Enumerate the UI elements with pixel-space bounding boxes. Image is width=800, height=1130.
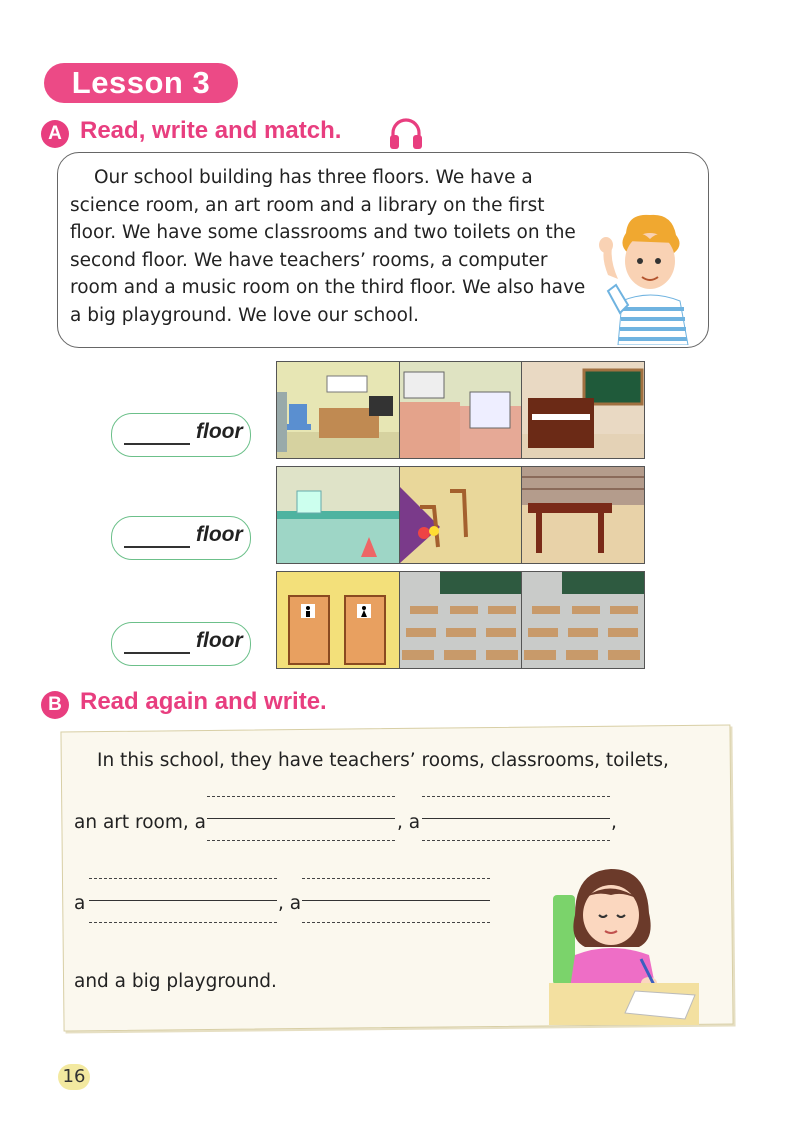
answer-blank-2[interactable] (422, 796, 610, 846)
floor-label: floor (196, 420, 243, 443)
answer-blank-3[interactable] (89, 878, 277, 928)
picture-row-1[interactable] (276, 361, 645, 459)
passage-line: second floor. We have teachers’ rooms, a computer (70, 249, 548, 271)
exercise-line-2-separator: , a (397, 812, 421, 833)
art-room-picture (400, 467, 523, 563)
passage-line: floor. We have some classrooms and two toilets on the (70, 222, 576, 244)
answer-blank-1[interactable] (207, 796, 395, 846)
exercise-comma: , (611, 812, 617, 833)
floor-label: floor (196, 523, 243, 546)
picture-row-3[interactable] (276, 571, 645, 669)
section-a-title: Read, write and match. (80, 117, 342, 144)
section-b-badge: B (41, 691, 69, 719)
floor-answer-pill-3[interactable] (111, 622, 251, 666)
toilet-doors-picture (277, 572, 400, 668)
science-lab-picture (277, 467, 400, 563)
headphones-icon[interactable] (388, 117, 424, 151)
section-b-title: Read again and write. (80, 688, 327, 715)
floor-answer-pill-1[interactable] (111, 413, 251, 457)
exercise-last-line: and a big playground. (74, 971, 277, 992)
floor-label: floor (196, 629, 243, 652)
passage-line: room and a music room on the third floor. We also have (70, 277, 586, 299)
lesson-title: Lesson 3 (44, 63, 238, 103)
page-number: 16 (58, 1064, 90, 1090)
boy-illustration (588, 205, 700, 345)
exercise-line-2-prefix: an art room, a (74, 812, 206, 833)
floor-blank-2[interactable] (124, 546, 190, 548)
answer-blank-4[interactable] (302, 878, 490, 928)
reading-passage (70, 164, 590, 330)
section-a-badge: A (41, 120, 69, 148)
passage-line: science room, an art room and a library on the first (70, 194, 545, 216)
floor-blank-1[interactable] (124, 443, 190, 445)
teachers-office-picture (277, 362, 400, 458)
classroom-desks-picture (400, 572, 523, 668)
floor-blank-3[interactable] (124, 652, 190, 654)
exercise-line-3-separator: , a (278, 893, 302, 914)
girl-writing-illustration (545, 855, 700, 1025)
classroom-desks-picture (522, 572, 644, 668)
passage-line: a big playground. We love our school. (70, 304, 419, 326)
music-room-piano-picture (522, 362, 644, 458)
exercise-sentence-line-1: In this school, they have teachers’ rooms, classrooms, toilets, (97, 750, 669, 771)
passage-line: Our school building has three floors. We have a (94, 167, 533, 188)
computer-room-picture (400, 362, 523, 458)
picture-row-2[interactable] (276, 466, 645, 564)
floor-answer-pill-2[interactable] (111, 516, 251, 560)
exercise-article: a (74, 893, 86, 914)
library-picture (522, 467, 644, 563)
